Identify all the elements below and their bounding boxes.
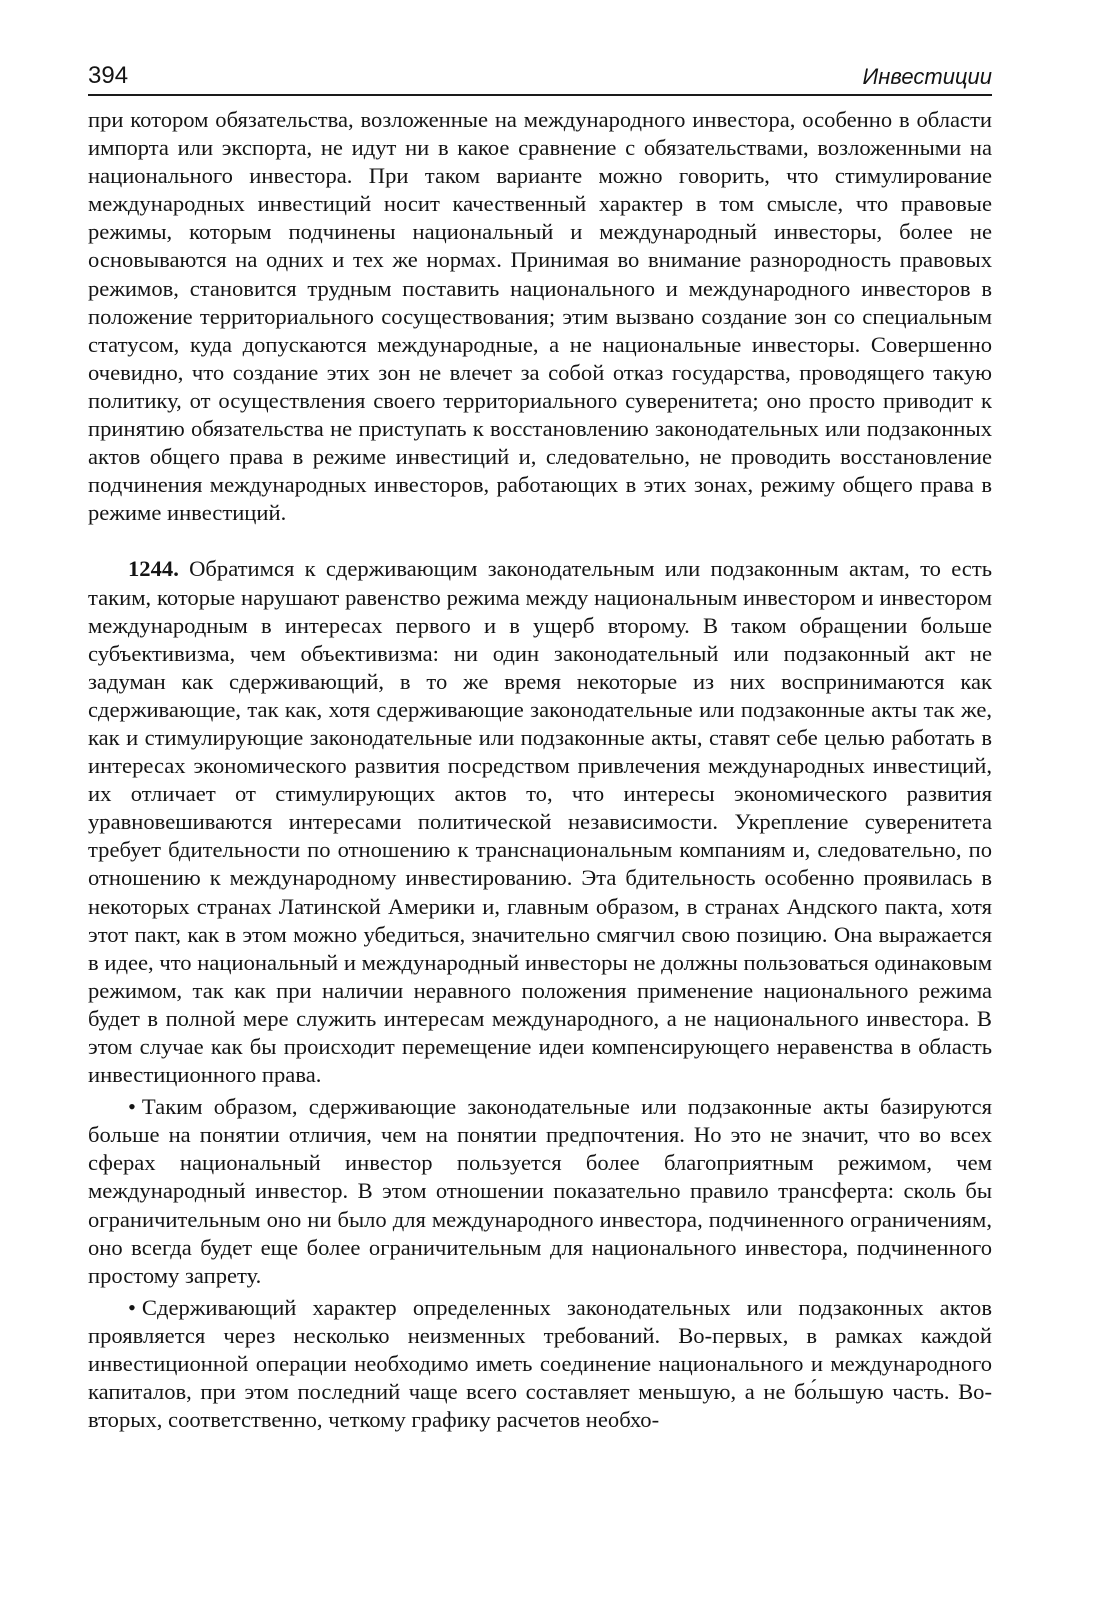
bullet-mark: • (128, 1294, 136, 1320)
paragraph-continuation: при котором обязательства, возложенные на международного инвестора, особенно в области импорта или экспорта, не идут ни в какое сравнение с обязательствами, возложенными на национального инвестора. При таком варианте можно говорить, что стимулирование международных инвестиций носит качественный характер в том смысле, что правовые режимы, которым подчинены национальный и международный инвесторы, более не основываются на одних и тех же нормах. Принимая во внимание разнородность правовых режимов, становится трудным поставить национального и международного инвесторов в положение территориального сосуществования; этим вызвано создание зон со специальным статусом, куда допускаются международные, а не национальные инвесторы. Совершенно очевидно, что создание этих зон не влечет за собой отказ государства, проводящего такую политику, от осуществления своего территориального суверенитета; оно просто приводит к принятию обязательства не приступать к восстановлению законодательных или подзаконных актов общего права в режиме инвестиций и, следовательно, не проводить восстановление подчинения международных инвесторов, работающих в этих зонах, режиму общего права в режиме инвестиций. (88, 107, 992, 526)
paragraph-number: 1244. (128, 556, 179, 582)
bullet-paragraph-1 (88, 1093, 992, 1290)
bullet-paragraph-2-text: Сдерживающий характер определенных законодательных или подзаконных актов проявляется через несколько неизменных требований. Во-первых, в рамках каждой инвестиционной операции необходимо иметь соединение национального и международного капиталов, при этом последний чаще всего составляет меньшую, а не бо́льшую часть. Во-вторых, соответственно, четкому графику расчетов необхо- (88, 1294, 992, 1433)
paragraph-1244-text: Обратимся к сдерживающим законодательным или подзаконным актам, то есть таким, которые нарушают равенство режима между национальным инвестором и инвестором международным в интересах первого и в ущерб второму. В таком обращении больше субъективизма, чем объективизма: ни один законодательный или подзаконный акт не задуман как сдерживающий, в то же время некоторые из них воспринимаются как сдерживающие, так как, хотя сдерживающие законодательные или подзаконные акты так же, как и стимулирующие законодательные или подзаконные акты, ставят себе целью работать в интересах экономического развития посредством привлечения международных инвестиций, их отличает от стимулирующих актов то, что интересы экономического развития уравновешиваются интересами политической независимости. Укрепление суверенитета требует бдительности по отношению к транснациональным компаниям и, следовательно, по отношению к международному инвестированию. Эта бдительность особенно проявилась в некоторых странах Латинской Америки и, главным образом, в странах Андского пакта, хотя этот пакт, как в этом можно убедиться, значительно смягчил свою позицию. Она выражается в идее, что национальный и международный инвесторы не должны пользоваться одинаковым режимом, так как при наличии неравного положения применение национального режима будет в полной мере служить интересам международного, а не национального инвестора. В этом случае как бы происходит перемещение идеи компенсирующего неравенства в область инвестиционного права. (88, 556, 992, 1088)
paragraph-1244 (88, 555, 992, 1089)
running-title: Инвестиции (862, 64, 992, 89)
body-text (88, 106, 992, 1434)
book-page (88, 56, 992, 1434)
bullet-mark: • (128, 1094, 136, 1120)
bullet-paragraph-1-text: Таким образом, сдерживающие законодательные или подзаконные акты базируются больше на понятии отличия, чем на понятии предпочтения. Но это не значит, что во всех сферах национальный инвестор пользуется более благоприятным режимом, чем международный инвестор. В этом отношении показательно правило трансферта: сколь бы ограничительным оно ни было для международного инвестора, подчиненного ограничениям, оно всегда будет еще более ограничительным для национального инвестора, подчиненного простому запрету. (88, 1094, 992, 1288)
bullet-paragraph-2 (88, 1294, 992, 1434)
page-number: 394 (88, 62, 129, 89)
page-header (88, 56, 992, 96)
